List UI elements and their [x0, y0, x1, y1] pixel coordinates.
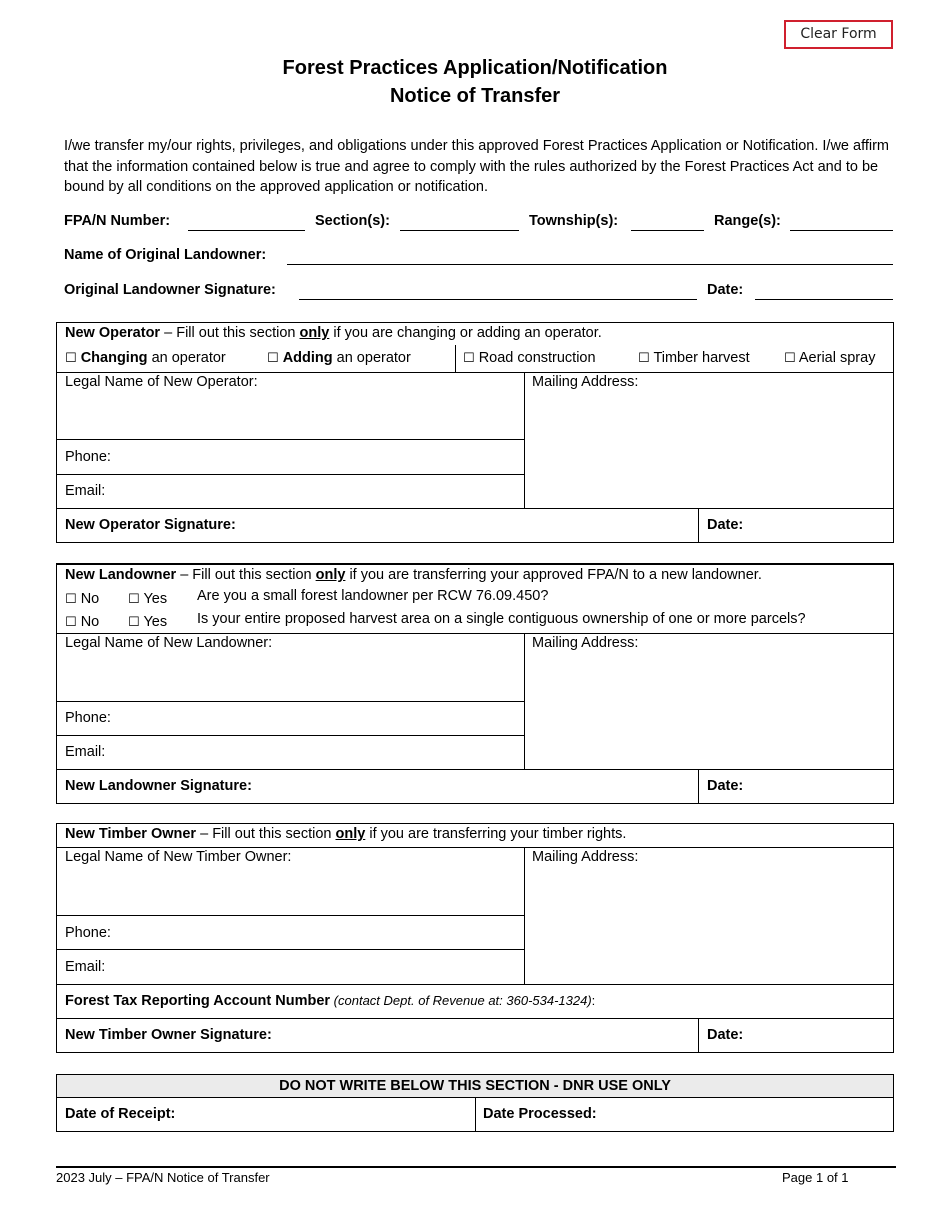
- contiguous-no-checkbox[interactable]: ☐ No: [65, 614, 100, 630]
- changing-operator-checkbox[interactable]: ☐ Changing an operator: [65, 350, 226, 366]
- operator-date-label: Date:: [707, 517, 744, 533]
- page-title: Forest Practices Application/Notification: [282, 57, 668, 79]
- original-landowner-label: Name of Original Landowner:: [64, 247, 267, 263]
- timber-owner-mailing-field[interactable]: [532, 868, 887, 978]
- divider: [57, 915, 524, 916]
- divider: [57, 949, 524, 950]
- timber-owner-phone-label: Phone:: [65, 925, 111, 941]
- landowner-legal-name-field[interactable]: [65, 654, 515, 698]
- date-processed-label: Date Processed:: [483, 1106, 597, 1122]
- timber-owner-date-label: Date:: [707, 1027, 744, 1043]
- operator-legal-name-field[interactable]: [65, 393, 515, 437]
- divider: [698, 1018, 699, 1052]
- divider: [698, 508, 699, 542]
- range-label: Range(s):: [714, 213, 781, 229]
- fpan-number-label: FPA/N Number:: [64, 213, 171, 229]
- divider: [524, 847, 525, 984]
- divider: [57, 474, 524, 475]
- sections-label: Section(s):: [315, 213, 390, 229]
- timber-owner-header: New Timber Owner – Fill out this section only if you are transferring your timber rights.: [65, 826, 627, 842]
- adding-operator-checkbox[interactable]: ☐ Adding an operator: [267, 350, 411, 366]
- operator-email-label: Email:: [65, 483, 106, 499]
- divider: [57, 735, 524, 736]
- dnr-header: DO NOT WRITE BELOW THIS SECTION - DNR USE ONLY: [57, 1075, 893, 1098]
- small-landowner-no-checkbox[interactable]: ☐ No: [65, 591, 100, 607]
- divider: [698, 769, 699, 804]
- operator-header: New Operator – Fill out this section only if you are changing or adding an operator.: [65, 325, 602, 341]
- date-of-receipt-label: Date of Receipt:: [65, 1106, 176, 1122]
- divider: [524, 633, 525, 770]
- timber-owner-mailing-label: Mailing Address:: [532, 849, 639, 865]
- divider: [475, 1098, 476, 1131]
- clear-form-button[interactable]: Clear Form: [784, 20, 893, 49]
- operator-legal-name-label: Legal Name of New Operator:: [65, 374, 258, 390]
- timber-owner-signature-label: New Timber Owner Signature:: [65, 1027, 272, 1043]
- tax-account-label: Forest Tax Reporting Account Number (contact Dept. of Revenue at: 360-534-1324):: [65, 993, 596, 1009]
- landowner-phone-label: Phone:: [65, 710, 111, 726]
- original-date-field[interactable]: [755, 299, 893, 300]
- small-landowner-yes-checkbox[interactable]: ☐ Yes: [128, 591, 168, 607]
- new-timber-owner-section: [56, 823, 894, 1053]
- contiguous-question: Is your entire proposed harvest area on a single contiguous ownership of one or more parcels?: [197, 611, 806, 627]
- township-field[interactable]: [631, 230, 704, 231]
- divider: [57, 439, 524, 440]
- footer-page-number: Page 1 of 1: [782, 1170, 849, 1185]
- landowner-mailing-label: Mailing Address:: [532, 635, 639, 651]
- divider: [57, 847, 893, 848]
- divider: [524, 372, 525, 508]
- intro-paragraph: I/we transfer my/our rights, privileges, and obligations under this approved Forest Practices Application or Notification. I/we affirm that the information contained below is true and agree to comply with the rules authorized by the Forest Practices Act and to be bound by all conditions on the approved application or notification.: [64, 138, 890, 195]
- range-field[interactable]: [790, 230, 893, 231]
- landowner-email-label: Email:: [65, 744, 106, 760]
- original-landowner-field[interactable]: [287, 264, 893, 265]
- divider: [57, 1018, 893, 1019]
- landowner-mailing-field[interactable]: [532, 654, 887, 764]
- landowner-signature-label: New Landowner Signature:: [65, 778, 252, 794]
- footer-form-id: 2023 July – FPA/N Notice of Transfer: [56, 1170, 270, 1185]
- small-landowner-question: Are you a small forest landowner per RCW 76.09.450?: [197, 588, 549, 604]
- contiguous-yes-checkbox[interactable]: ☐ Yes: [128, 614, 168, 630]
- timber-owner-legal-name-label: Legal Name of New Timber Owner:: [65, 849, 292, 865]
- divider: [455, 345, 456, 372]
- operator-phone-label: Phone:: [65, 449, 111, 465]
- operator-mailing-field[interactable]: [532, 393, 887, 503]
- original-date-label: Date:: [707, 282, 744, 298]
- road-construction-checkbox[interactable]: ☐ Road construction: [463, 350, 596, 366]
- dnr-use-only-section: [56, 1074, 894, 1132]
- new-landowner-section: [56, 563, 894, 804]
- divider: [57, 701, 524, 702]
- divider: [57, 633, 893, 634]
- landowner-header: New Landowner – Fill out this section only if you are transferring your approved FPA/N to a new landowner.: [65, 567, 762, 583]
- timber-owner-email-label: Email:: [65, 959, 106, 975]
- new-operator-section: [56, 322, 894, 543]
- original-signature-label: Original Landowner Signature:: [64, 282, 276, 298]
- aerial-spray-checkbox[interactable]: ☐ Aerial spray: [784, 350, 876, 366]
- operator-signature-label: New Operator Signature:: [65, 517, 236, 533]
- township-label: Township(s):: [529, 213, 619, 229]
- footer-divider: [56, 1166, 896, 1168]
- timber-harvest-checkbox[interactable]: ☐ Timber harvest: [638, 350, 750, 366]
- divider: [57, 769, 893, 770]
- operator-mailing-label: Mailing Address:: [532, 374, 639, 390]
- original-signature-field[interactable]: [299, 299, 697, 300]
- divider: [57, 984, 893, 985]
- sections-field[interactable]: [400, 230, 519, 231]
- timber-owner-legal-name-field[interactable]: [65, 868, 515, 912]
- divider: [57, 372, 893, 373]
- fpan-number-field[interactable]: [188, 230, 305, 231]
- divider: [57, 508, 893, 509]
- page-subtitle: Notice of Transfer: [389, 85, 561, 107]
- landowner-date-label: Date:: [707, 778, 744, 794]
- landowner-legal-name-label: Legal Name of New Landowner:: [65, 635, 273, 651]
